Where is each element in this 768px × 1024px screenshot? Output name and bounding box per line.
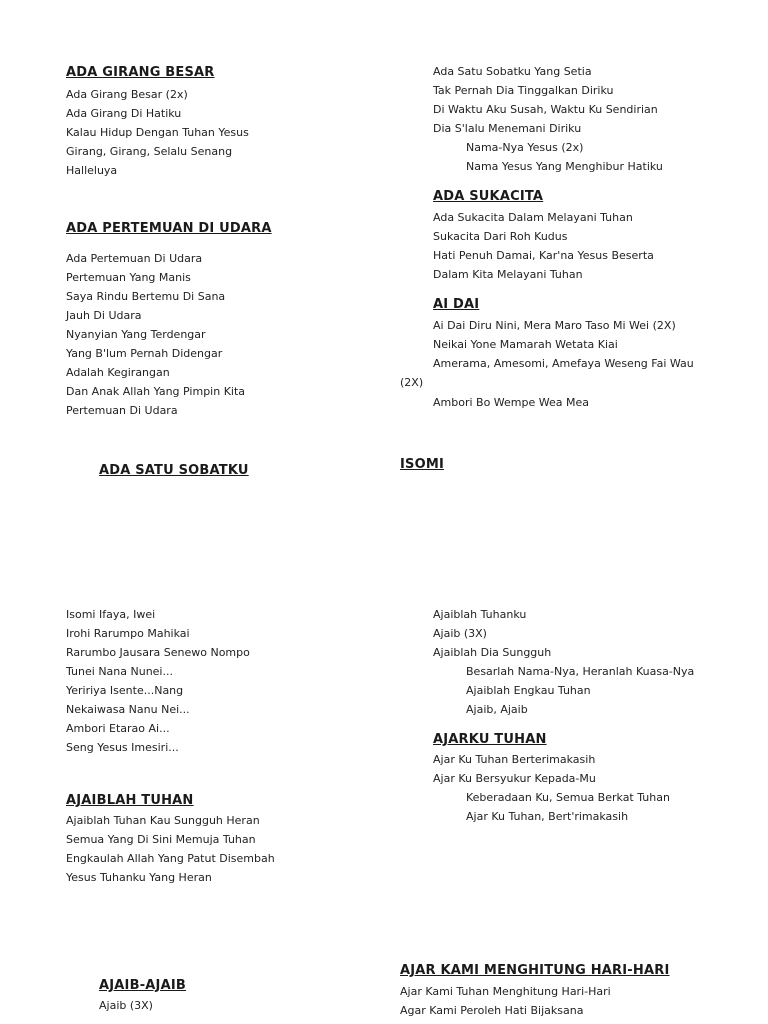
lyric-line: Adalah Kegirangan [66,366,170,379]
lyric-line: Yeririya Isente...Nang [66,684,184,697]
song-lyrics-ada-satu-sobatku [433,62,663,176]
lyric-line: Pertemuan Di Udara [66,404,178,417]
lyric-line: Ajaiblah Dia Sungguh [433,646,552,659]
song-title-ada-pertemuan: ADA PERTEMUAN DI UDARA [66,221,272,236]
lyric-line: Ambori Etarao Ai... [66,722,170,735]
chorus-line: Besarlah Nama-Nya, Heranlah Kuasa-Nya [466,665,695,678]
lyric-line: Engkaulah Allah Yang Patut Disembah [66,852,275,865]
song-lyrics-ajaiblah [433,605,694,719]
lyric-line: Nyanyian Yang Terdengar [66,328,206,341]
lyric-line: Ada Girang Besar (2x) [66,88,188,101]
lyric-line: Ada Girang Di Hatiku [66,107,182,120]
chorus-line: Keberadaan Ku, Semua Berkat Tuhan [466,791,670,804]
song-lyrics-ajarku-tuhan [433,750,670,826]
song-lyrics-ai-dai [433,316,694,373]
lyric-line: Rarumbo Jausara Senewo Nompo [66,646,250,659]
lyric-line: Agar Kami Peroleh Hati Bijaksana [400,1004,584,1017]
song-title-ada-sukacita: ADA SUKACITA [433,189,544,204]
song-lyrics-ada-pertemuan [66,249,245,420]
lyric-line: Ai Dai Diru Nini, Mera Maro Taso Mi Wei (2X) [433,319,676,332]
lyric-line: Pertemuan Yang Manis [66,271,191,284]
lyric-line: Ajaiblah Tuhanku [433,608,527,621]
lyric-line: Ada Pertemuan Di Udara [66,252,203,265]
lyric-line: Irohi Rarumpo Mahikai [66,627,190,640]
lyric-line: Dia S'lalu Menemani Diriku [433,122,582,135]
lyric-line: Ajar Kami Tuhan Menghitung Hari-Hari [400,985,611,998]
lyric-line: Ada Sukacita Dalam Melayani Tuhan [433,211,633,224]
lyric-line: Dalam Kita Melayani Tuhan [433,268,583,281]
song-title-ajar-kami: AJAR KAMI MENGHITUNG HARI-HARI [400,963,670,978]
lyric-line: Dan Anak Allah Yang Pimpin Kita [66,385,246,398]
song-title-ajaib-ajaib: AJAIB-AJAIB [99,978,187,993]
lyric-line: Yesus Tuhanku Yang Heran [66,871,212,884]
lyric-line: Ajaiblah Tuhan Kau Sungguh Heran [66,814,260,827]
lyric-line: Yang B'lum Pernah Didengar [66,347,223,360]
lyric-line: Ajar Ku Tuhan Berterimakasih [433,753,596,766]
song-title-ajaiblah-tuhan: AJAIBLAH TUHAN [66,793,194,808]
lyric-line: Saya Rindu Bertemu Di Sana [66,290,226,303]
chorus-line: Ajaib, Ajaib [466,703,528,716]
lyric-line: Jauh Di Udara [66,309,142,322]
song-lyrics-ajaiblah-tuhan [66,811,275,887]
song-lyrics-ajar-kami [400,982,611,1020]
lyric-line: Ajaib (3X) [433,627,487,640]
lyric-line: Neikai Yone Mamarah Wetata Kiai [433,338,618,351]
song-title-ada-girang-besar: ADA GIRANG BESAR [66,65,215,80]
lyric-line: Kalau Hidup Dengan Tuhan Yesus [66,126,249,139]
chorus-line: Nama-Nya Yesus (2x) [466,141,584,154]
chorus-line: Nama Yesus Yang Menghibur Hatiku [466,160,663,173]
lyric-line: Ada Satu Sobatku Yang Setia [433,65,592,78]
song-lyrics-isomi [66,605,250,757]
lyric-line: Ajar Ku Bersyukur Kepada-Mu [433,772,596,785]
song-title-ai-dai: AI DAI [433,297,480,312]
song-title-ada-satu-sobatku: ADA SATU SOBATKU [99,463,249,478]
lyric-line: Di Waktu Aku Susah, Waktu Ku Sendirian [433,103,658,116]
chorus-line: Ajaiblah Engkau Tuhan [466,684,591,697]
lyric-line-wrap: (2X) [400,376,424,389]
chorus-line: Ajar Ku Tuhan, Bert'rimakasih [466,810,629,823]
lyric-line: Amerama, Amesomi, Amefaya Weseng Fai Wau [433,357,694,370]
lyric-line: Hati Penuh Damai, Kar'na Yesus Beserta [433,249,654,262]
song-title-isomi: ISOMI [400,457,445,472]
lyric-line: Ambori Bo Wempe Wea Mea [433,396,589,409]
lyric-line: Nekaiwasa Nanu Nei... [66,703,190,716]
lyric-line: Semua Yang Di Sini Memuja Tuhan [66,833,256,846]
lyric-line: Tunei Nana Nunei... [66,665,173,678]
lyric-line: Seng Yesus Imesiri... [66,741,179,754]
lyric-line: Sukacita Dari Roh Kudus [433,230,568,243]
lyric-line: Girang, Girang, Selalu Senang [66,145,233,158]
lyric-line: Halleluya [66,164,118,177]
song-title-ajarku-tuhan: AJARKU TUHAN [433,732,547,747]
lyric-line: Ajaib (3X) [99,999,153,1012]
song-lyrics-ajaib-ajaib [99,996,153,1015]
lyric-line: Tak Pernah Dia Tinggalkan Diriku [433,84,614,97]
lyric-line: Isomi Ifaya, Iwei [66,608,156,621]
song-lyrics-ada-sukacita [433,208,654,284]
song-lyrics-ada-girang-besar [66,85,249,180]
